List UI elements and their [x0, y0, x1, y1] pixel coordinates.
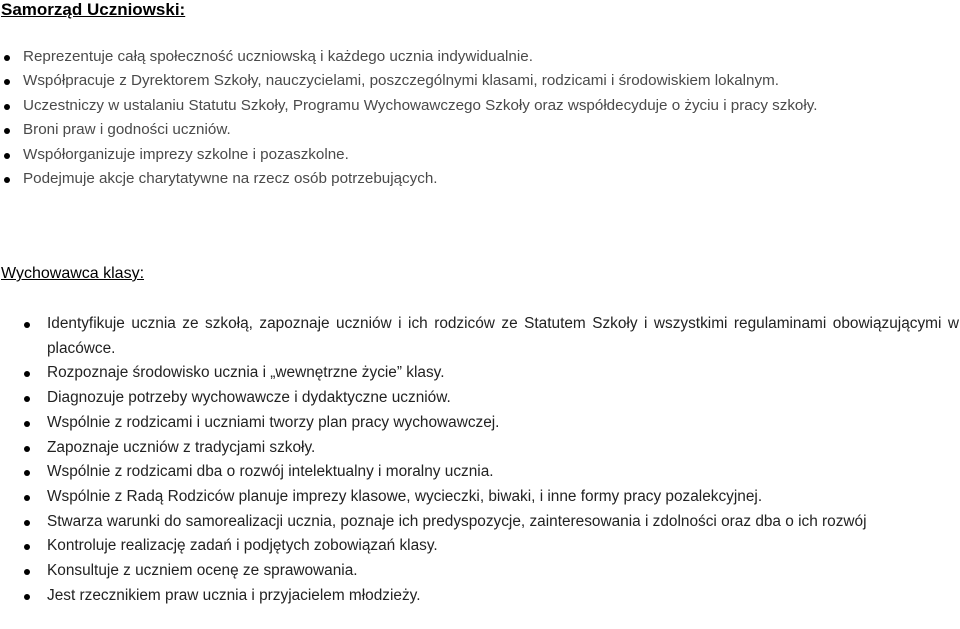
section-heading-wychowawca: Wychowawca klasy: [1, 265, 145, 282]
bullet-icon [24, 446, 30, 452]
bullet-icon [4, 79, 10, 85]
bullet-icon [4, 128, 10, 134]
bullet-icon [4, 55, 10, 61]
bullet-icon [24, 569, 30, 575]
list-item-text: Kontroluje realizację zadań i podjętych zobowiązań klasy. [47, 537, 438, 555]
bullet-icon [24, 520, 30, 526]
list-item [47, 510, 959, 535]
list-item-text: Jest rzecznikiem praw ucznia i przyjacielem młodzieży. [47, 586, 421, 604]
list-item [47, 534, 959, 559]
list-item [23, 143, 958, 167]
list-item-text: Wspólnie z rodzicami i uczniami tworzy plan pracy wychowawczej. [47, 413, 500, 431]
list-item [23, 45, 958, 69]
list-item [47, 485, 959, 510]
list-item-text: Wspólnie z Radą Rodziców planuje imprezy klasowe, wycieczki, biwaki, i inne formy pracy pozalekcyjnej. [47, 487, 763, 505]
bullet-icon [24, 396, 30, 402]
list-item-text: Identyfikuje ucznia ze szkołą, zapoznaje uczniów i ich rodziców ze Statutem Szkoły i wszystkimi regulaminami obowiązującymi w placówce. [47, 315, 959, 357]
list-item [23, 69, 958, 93]
list-item-text: Współorganizuje imprezy szkolne i pozaszkolne. [23, 145, 349, 163]
list-item-text: Stwarza warunki do samorealizacji ucznia, poznaje ich predyspozycje, zainteresowania i zdolności oraz dba o ich rozwój [47, 512, 867, 530]
list-item [47, 584, 959, 609]
list-item [47, 386, 959, 411]
list-item [47, 411, 959, 436]
list-item-text: Podejmuje akcje charytatywne na rzecz osób potrzebujących. [23, 169, 438, 187]
list-item [23, 167, 958, 191]
list-item-text: Wspólnie z rodzicami dba o rozwój intelektualny i moralny ucznia. [47, 463, 494, 481]
list-item [47, 312, 959, 361]
list-item-text: Zapoznaje uczniów z tradycjami szkoły. [47, 438, 316, 456]
bullet-icon [24, 544, 30, 550]
samorzad-duties-list [23, 45, 958, 191]
list-item [47, 460, 959, 485]
bullet-icon [24, 594, 30, 600]
list-item [23, 118, 958, 142]
list-item [47, 361, 959, 386]
list-item-text: Uczestniczy w ustalaniu Statutu Szkoły, Programu Wychowawczego Szkoły oraz współdecyduje o życiu i pracy szkoły. [23, 96, 818, 114]
section-heading-samorzad: Samorząd Uczniowski: [1, 0, 186, 19]
list-item-text: Reprezentuje całą społeczność uczniowską i każdego ucznia indywidualnie. [23, 48, 533, 65]
list-item [47, 559, 959, 584]
list-item [23, 94, 958, 118]
list-item-text: Konsultuje z uczniem ocenę ze sprawowania. [47, 562, 358, 580]
list-item-text: Diagnozuje potrzeby wychowawcze i dydaktyczne uczniów. [47, 389, 451, 407]
list-item [47, 436, 959, 461]
bullet-icon [24, 322, 30, 328]
bullet-icon [4, 153, 10, 159]
bullet-icon [4, 177, 10, 183]
wychowawca-duties-list [47, 312, 959, 608]
list-item-text: Broni praw i godności uczniów. [23, 121, 231, 139]
list-item-text: Współpracuje z Dyrektorem Szkoły, nauczycielami, poszczególnymi klasami, rodzicami i środowiskiem lokalnym. [23, 72, 779, 90]
list-item-text: Rozpoznaje środowisko ucznia i „wewnętrzne życie” klasy. [47, 364, 445, 382]
bullet-icon [24, 421, 30, 427]
bullet-icon [24, 470, 30, 476]
bullet-icon [4, 104, 10, 110]
bullet-icon [24, 495, 30, 501]
bullet-icon [24, 371, 30, 377]
